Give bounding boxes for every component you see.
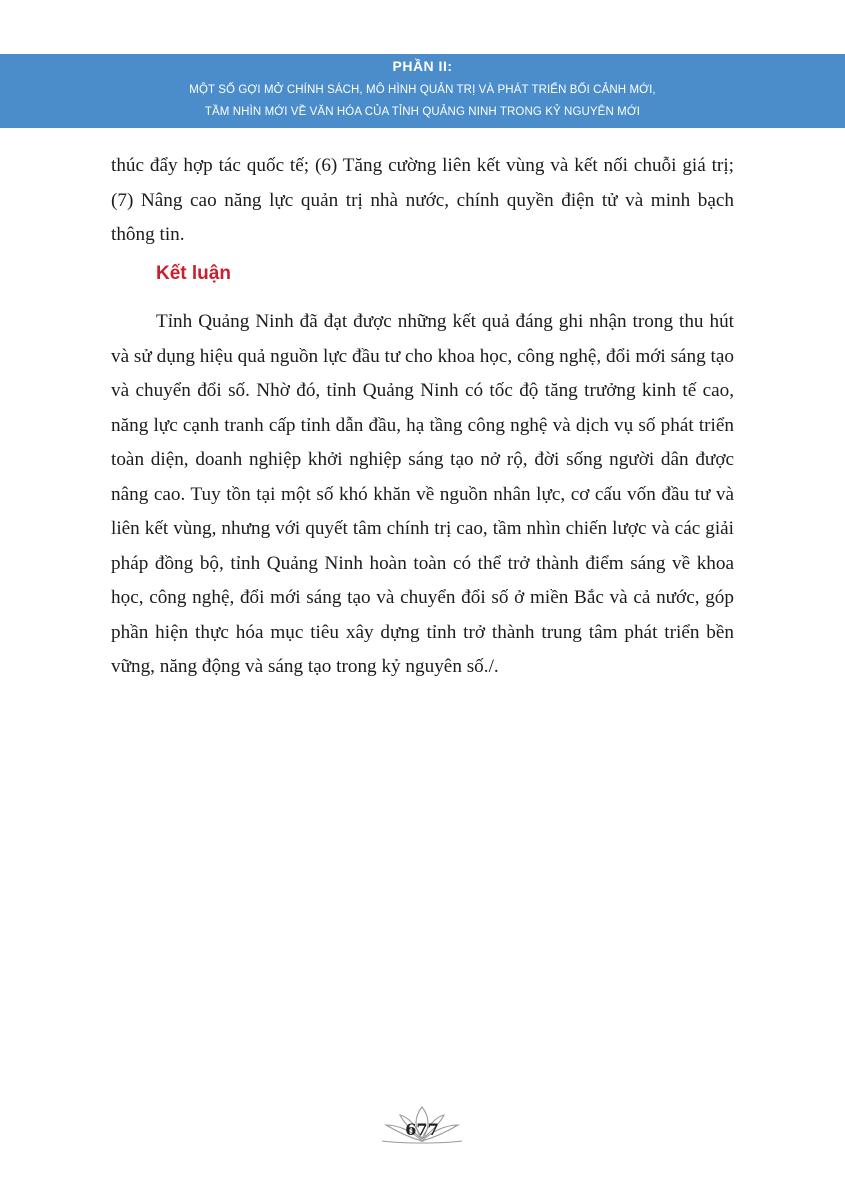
continued-paragraph: thúc đẩy hợp tác quốc tế; (6) Tăng cường liên kết vùng và kết nối chuỗi giá trị; (7) Nâng cao năng lực quản trị nhà nước, chính quyền điện tử và minh bạch thông tin.	[111, 155, 734, 245]
section-heading-conclusion: Kết luận	[156, 263, 231, 284]
chapter-header-band	[0, 54, 845, 128]
part-subtitle-line-1: MỘT SỐ GỢI MỞ CHÍNH SÁCH, MÔ HÌNH QUẢN TRỊ VÀ PHÁT TRIỂN BỐI CẢNH MỚI,	[189, 84, 656, 96]
conclusion-paragraph: Tỉnh Quảng Ninh đã đạt được những kết quả đáng ghi nhận trong thu hút và sử dụng hiệu quả nguồn lực đầu tư cho khoa học, công nghệ, đổi mới sáng tạo và chuyển đổi số. Nhờ đó, tỉnh Quảng Ninh có tốc độ tăng trưởng kinh tế cao, năng lực cạnh tranh cấp tỉnh dẫn đầu, hạ tầng công nghệ và dịch vụ số phát triển toàn diện, doanh nghiệp khởi nghiệp sáng tạo nở rộ, đời sống người dân được nâng cao. Tuy tồn tại một số khó khăn về nguồn nhân lực, cơ cấu vốn đầu tư và liên kết vùng, nhưng với quyết tâm chính trị cao, tầm nhìn chiến lược và các giải pháp đồng bộ, tỉnh Quảng Ninh hoàn toàn có thể trở thành điểm sáng về khoa học, công nghệ, đổi mới sáng tạo và chuyển đổi số ở miền Bắc và cả nước, góp phần hiện thực hóa mục tiêu xây dựng tỉnh trở thành trung tâm phát triển bền vững, năng động và sáng tạo trong kỷ nguyên số./.	[111, 311, 734, 677]
page-number: 677	[405, 1120, 439, 1139]
part-subtitle-line-2: TẦM NHÌN MỚI VỀ VĂN HÓA CỦA TỈNH QUẢNG NINH TRONG KỶ NGUYÊN MỚI	[204, 106, 641, 118]
part-title: PHẦN II:	[392, 58, 453, 74]
